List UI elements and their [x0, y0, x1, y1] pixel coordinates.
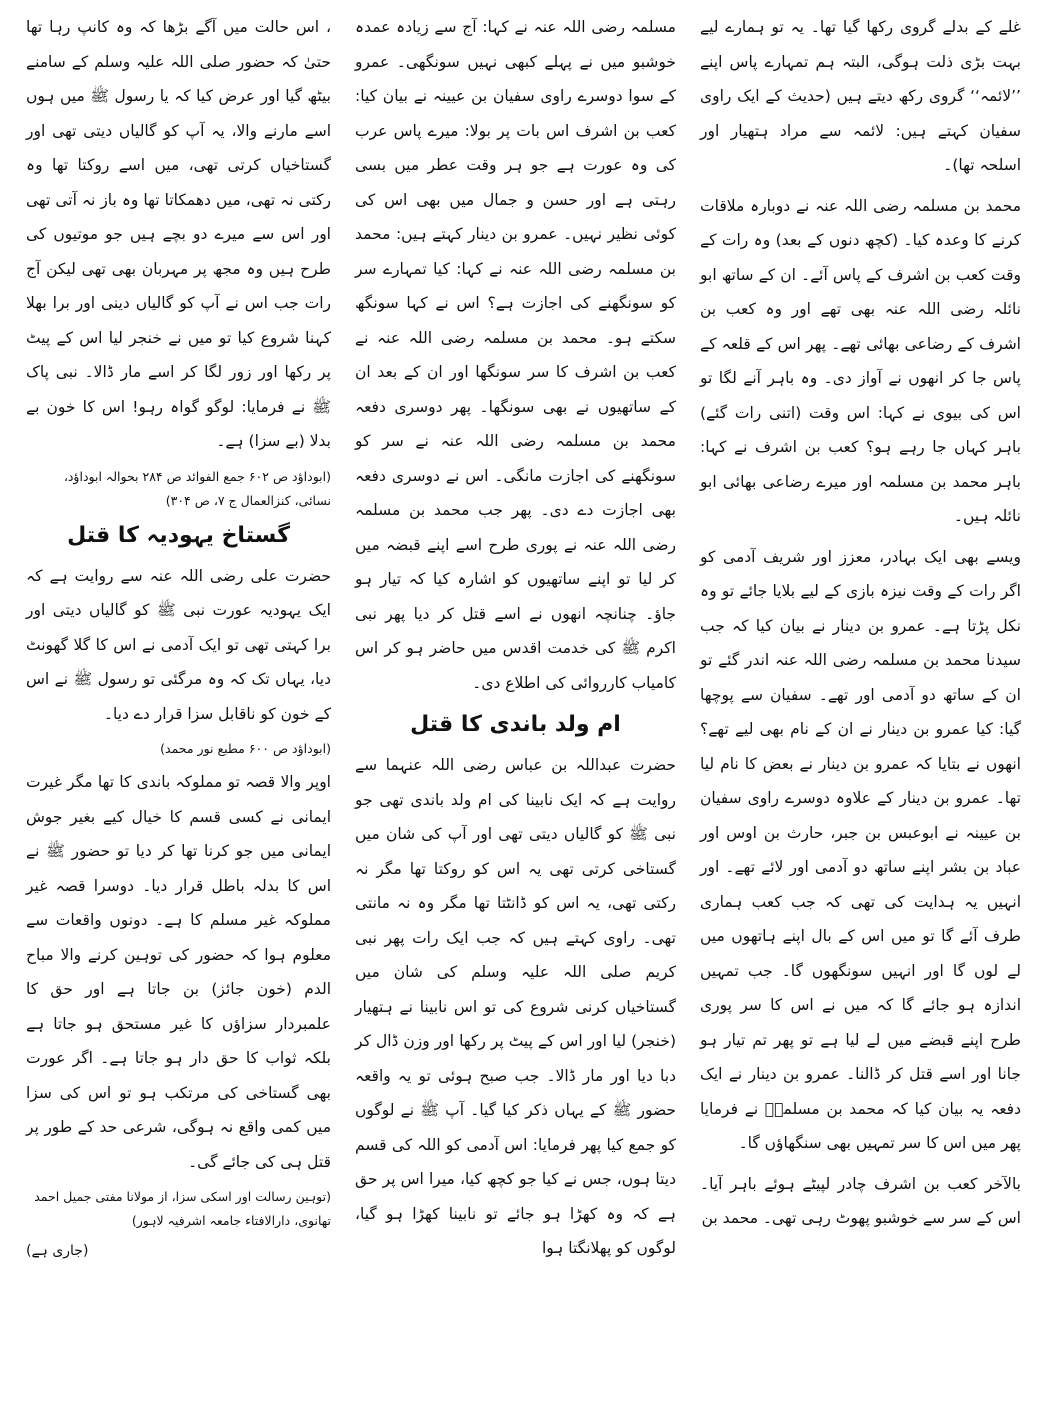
section-heading: گستاخ یہودیہ کا قتل: [67, 522, 290, 548]
reference-citation: (ابوداؤد ص ۶۰۰ مطبع نور محمد): [160, 741, 331, 756]
paragraph: غلے کے بدلے گروی رکھا گیا تھا۔ یہ تو ہمارے لیے بہت بڑی ذلت ہوگی، البتہ ہم تمہارے پاس اپنے ’’لائمہ‘‘ گروی رکھ دیتے ہیں (حدیث کے ایک راوی سفیان کہتے ہیں: لائمہ سے مراد ہتھیار اور اسلحہ تھا)۔: [700, 18, 1021, 174]
column-right: [688, 10, 1033, 1410]
paragraph: حضرت علی رضی اللہ عنہ سے روایت ہے کہ ایک یہودیہ عورت نبی ﷺ کو گالیاں دیتی اور برا کہتی تھی تو ایک آدمی نے اس کا گلا گھونٹ دیا، یہاں تک کہ وہ مرگئی تو رسول ﷺ نے اس کے خون کو ناقابل سزا قرار دے دیا۔: [26, 566, 331, 723]
paragraph: محمد بن مسلمہ رضی اللہ عنہ نے دوبارہ ملاقات کرنے کا وعدہ کیا۔ (کچھ دنوں کے بعد) وہ رات کے وقت کعب بن اشرف کے پاس آئے۔ ان کے ساتھ ابو نائلہ رضی اللہ عنہ بھی تھے اور وہ کعب بن اشرف کے رضاعی بھائی تھے۔ پھر اس کے قلعہ کے پاس جا کر انھوں نے آواز دی۔ وہ باہر آنے لگا تو اس کی بیوی نے کہا: اس وقت (اتنی رات گئے) باہر کہاں جا رہے ہو؟ کعب بن اشرف نے کہا: باہر محمد بن مسلمہ اور میرے رضاعی بھائی ابو نائلہ ہیں۔: [700, 196, 1021, 525]
column-middle: [343, 10, 688, 1410]
continued-label: (جاری ہے): [26, 1243, 89, 1259]
paragraph: ویسے بھی ایک بہادر، معزز اور شریف آدمی کو اگر رات کے وقت نیزہ بازی کے لیے بلایا جائے تو وہ نکل پڑتا ہے۔ عمرو بن دینار نے بیان کیا کہ جب سیدنا محمد بن مسلمہ رضی اللہ عنہ اندر گئے تو ان کے ساتھ دو آدمی اور تھے۔ سفیان سے پوچھا گیا: کیا عمرو بن دینار نے ان کے نام بھی لیے تھے؟ انھوں نے بتایا کہ عمرو بن دینار نے بعض کا نام لیا تھا۔ عمرو بن دینار کے علاوہ دوسرے راوی سفیان بن عیینہ نے ابوعبس بن جبر، حارث بن اوس اور عباد بن بشر اپنے ساتھ دو آدمی اور لائے تھے۔ اور انہیں یہ ہدایت کی تھی کہ جب کعب ہماری طرف آئے گا تو میں اس کے بال اپنے ہاتھوں میں لے لوں گا اور انہیں سونگھوں گا۔ جب تمہیں اندازہ ہو جائے گا کہ میں نے اس کا سر پوری طرح اپنے قبضے میں لے لیا ہے تو پھر تم تیار ہو جانا اور اسے قتل کر ڈالنا۔ عمرو بن دینار نے ایک دفعہ یہ بیان کیا کہ محمد بن مسلمہؓ نے فرمایا پھر میں اس کا سر تمہیں بھی سنگھاؤں گا۔: [700, 547, 1021, 1152]
paragraph: بالآخر کعب بن اشرف چادر لپیٹے ہوئے باہر آیا۔ اس کے سر سے خوشبو پھوٹ رہی تھی۔ محمد بن: [700, 1174, 1021, 1227]
paragraph: اوپر والا قصہ تو مملوکہ باندی کا تھا مگر غیرت ایمانی نے کسی قسم کا خیال کیے بغیر جوش ایمانی میں جو کرنا تھا کر دیا تو حضور ﷺ نے اس کا بدلہ باطل قرار دیا۔ دوسرا قصہ غیر مملوکہ غیر مسلم کا ہے۔ دونوں واقعات سے معلوم ہوا کہ حضور کی توہین کرنے والا مباح الدم (خون جائز) بن جاتا ہے اور حق کا علمبردار سزاؤں کا غیر مستحق ہو جاتا ہے بلکہ ثواب کا حق دار ہو جاتا ہے۔ اگر عورت بھی گستاخی کی مرتکب ہو تو اس کی سزا میں کمی واقع نہ ہوگی، شرعی حد کے طور پر قتل ہی کی جائے گی۔: [26, 773, 331, 1171]
reference-citation: (توہین رسالت اور اسکی سزا، از مولانا مفتی جمیل احمد تھانوی، دارالافتاء جامعہ اشرفیہ لاہور): [34, 1189, 331, 1228]
reference-citation: (ابوداؤد ص ۶۰۲ جمع الفوائد ص ۲۸۴ بحوالہ ابوداؤد، نسائی، کنزالعمال ج ۷، ص ۳۰۴): [63, 468, 331, 508]
paragraph: مسلمہ رضی اللہ عنہ نے کہا: آج سے زیادہ عمدہ خوشبو میں نے پہلے کبھی نہیں سونگھی۔ عمرو کے سوا دوسرے راوی سفیان بن عیینہ نے بیان کیا: کعب بن اشرف اس بات پر بولا: میرے پاس عرب کی وہ عورت ہے جو ہر وقت عطر میں بسی رہتی ہے اور حسن و جمال میں بھی اس کی کوئی نظیر نہیں۔ عمرو بن دینار کہتے ہیں: محمد بن مسلمہ رضی اللہ عنہ نے کہا: کیا تمہارے سر کو سونگھنے کی اجازت ہے؟ اس نے کہا سونگھ سکتے ہو۔ محمد بن مسلمہ رضی اللہ عنہ نے کعب بن اشرف کا سر سونگھا اور ان کے بعد ان کے ساتھیوں نے بھی سونگھا۔ پھر دوسری دفعہ محمد بن مسلمہ رضی اللہ عنہ نے سر کو سونگھنے کی اجازت مانگی۔ اس نے دوسری دفعہ بھی اجازت دے دی۔ پھر جب محمد بن مسلمہ رضی اللہ عنہ نے پوری طرح اسے اپنے قبضہ میں کر لیا تو اپنے ساتھیوں کو اشارہ کیا کہ تیار ہو جاؤ۔ چنانچہ انھوں نے اسے قتل کر دیا پھر نبی اکرم ﷺ کی خدمت اقدس میں حاضر ہو کر اس کامیاب کارروائی کی اطلاع دی۔: [355, 18, 676, 692]
column-left: [14, 10, 343, 1410]
paragraph: ، اس حالت میں آگے بڑھا کہ وہ کانپ رہا تھا حتیٰ کہ حضور صلی اللہ علیہ وسلم کے سامنے بیٹھ گیا اور عرض کیا کہ یا رسول ﷺ میں ہوں اسے مارنے والا، یہ آپ کو گالیاں دیتی تھی اور گستاخیاں کرتی تھی، میں اسے روکتا تھا وہ رکتی نہ تھی، میں دھمکاتا تھا وہ باز نہ آتی تھی اور اس سے میرے دو بچے ہیں جو موتیوں کی طرح ہیں وہ مجھ پر مہربان بھی تھی لیکن آج رات جب اس نے آپ کو گالیاں دینی اور برا بھلا کہنا شروع کیا تو میں نے خنجر لیا اس کے پیٹ پر رکھا اور زور لگا کر اسے مار ڈالا۔ نبی پاک ﷺ نے فرمایا: لوگو گواہ رہو! اس کا خون بے بدلا (بے سزا) ہے۔: [26, 18, 331, 450]
section-heading: ام ولد باندی کا قتل: [410, 712, 621, 737]
paragraph: حضرت عبداللہ بن عباس رضی اللہ عنہما سے روایت ہے کہ ایک نابینا کی ام ولد باندی تھی جو نبی ﷺ کو گالیاں دیتی تھی اور آپ کی شان میں گستاخی کرتی تھی یہ اس کو روکتا تھا مگر نہ رکتی تھی، یہ اس کو ڈانٹتا تھا مگر وہ نہ مانتی تھی۔ راوی کہتے ہیں کہ جب ایک رات پھر نبی کریم صلی اللہ علیہ وسلم کی شان میں گستاخیاں کرنی شروع کی تو اس نابینا نے ہتھیار (خنجر) لیا اور اس کے پیٹ پر رکھا اور وزن ڈال کر دبا دیا اور مار ڈالا۔ جب صبح ہوئی تو یہ واقعہ حضور ﷺ کے یہاں ذکر کیا گیا۔ آپ ﷺ نے لوگوں کو جمع کیا پھر فرمایا: اس آدمی کو اللہ کی قسم دیتا ہوں، جس نے کیا جو کچھ کیا، میرا اس پر حق ہے کہ وہ کھڑا ہو جائے تو نابینا کھڑا ہو گیا، لوگوں کو پھلانگتا ہوا: [355, 756, 676, 1257]
